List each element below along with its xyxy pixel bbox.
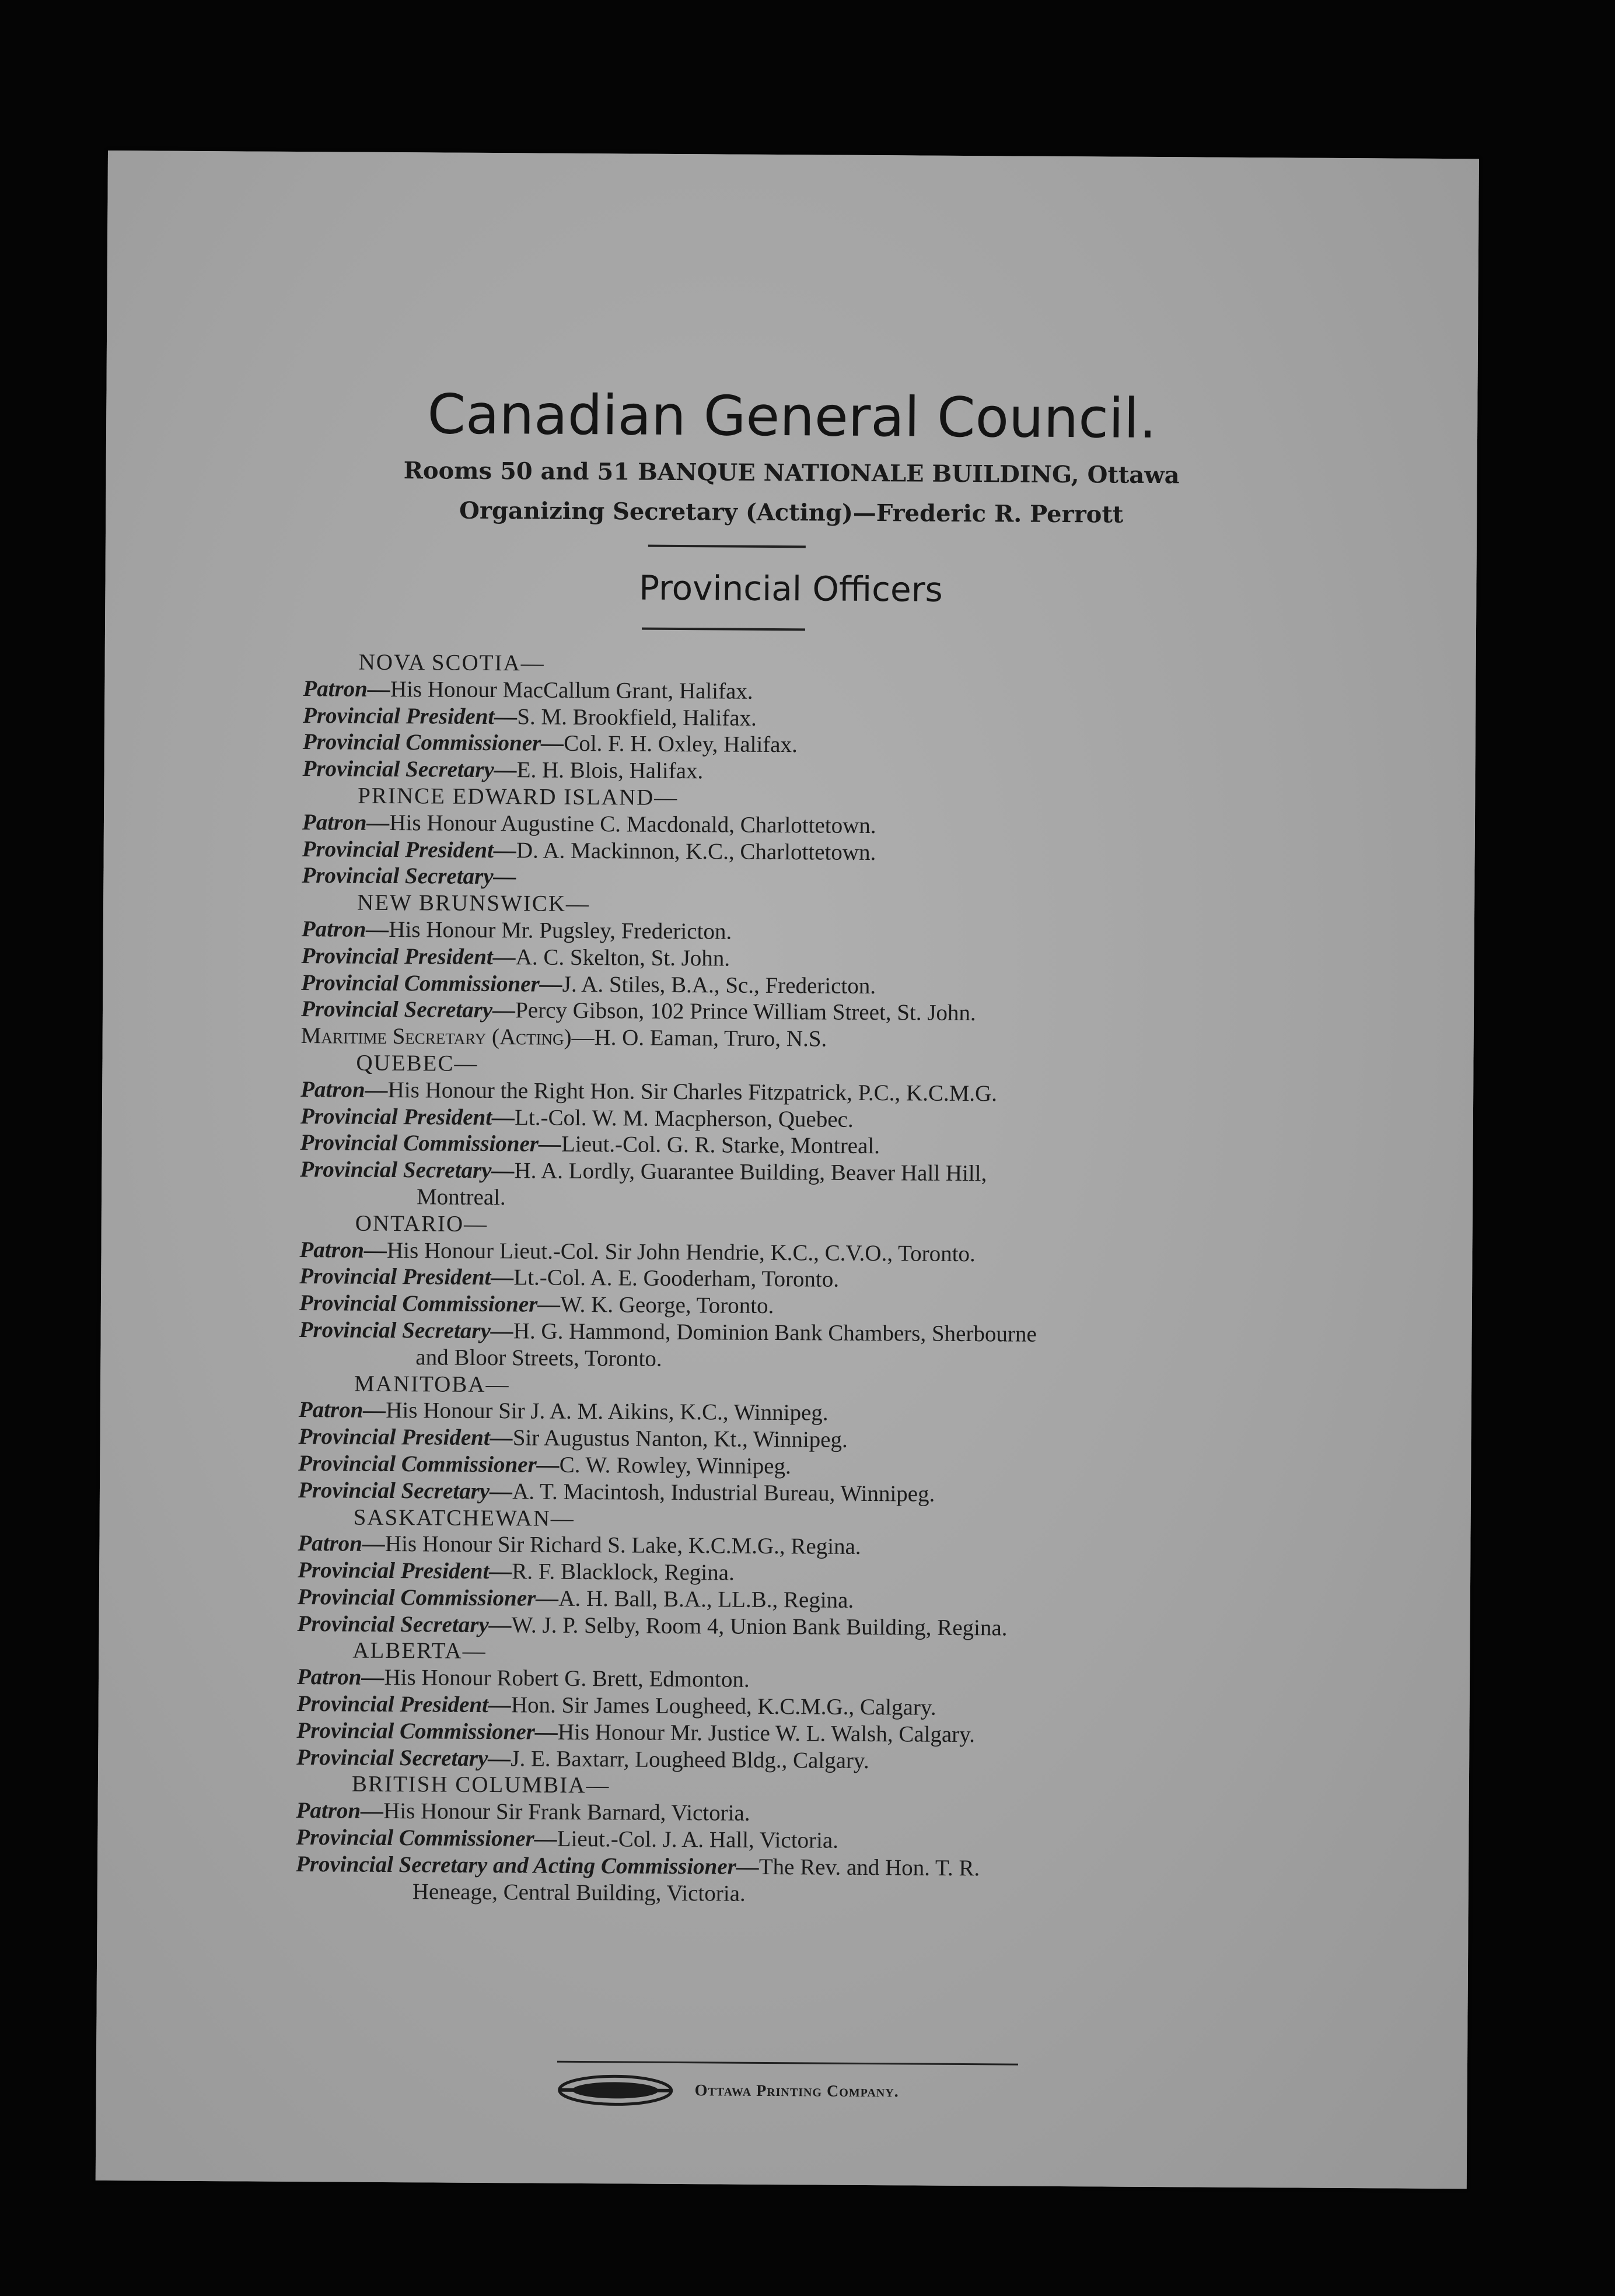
- officer-name: Lt.-Col. W. M. Macpherson, Quebec.: [514, 1104, 854, 1132]
- officer-name: Hon. Sir James Lougheed, K.C.M.G., Calgary.: [511, 1692, 936, 1720]
- officer-role: Provincial President—: [298, 1424, 513, 1451]
- officer-name: W. J. P. Selby, Room 4, Union Bank Building, Regina.: [511, 1612, 1008, 1641]
- officer-name: His Honour MacCallum Grant, Halifax.: [390, 676, 753, 704]
- officer-name: His Honour Mr. Justice W. L. Walsh, Calgary.: [557, 1719, 976, 1748]
- officer-name: Sir Augustus Nanton, Kt., Winnipeg.: [512, 1425, 848, 1452]
- officer-role: Provincial Secretary—: [298, 1477, 513, 1504]
- officer-role: Provincial President—: [301, 943, 516, 970]
- province-heading: NEW BRUNSWICK—: [357, 890, 590, 917]
- province-heading: BRITISH COLUMBIA—: [351, 1772, 610, 1798]
- organizing-secretary: Organizing Secretary (Acting)—Frederic R. Perrott: [459, 496, 1124, 528]
- council-address: Rooms 50 and 51 BANQUE NATIONALE BUILDING, Ottawa: [403, 457, 1180, 489]
- printer-name: Ottawa Printing Company.: [694, 2081, 899, 2101]
- officer-name: Col. F. H. Oxley, Halifax.: [564, 731, 798, 758]
- officer-role: Patron—: [301, 916, 389, 942]
- entry-continuation: Heneage, Central Building, Victoria.: [412, 1878, 746, 1906]
- province-heading: ONTARIO—: [355, 1210, 488, 1237]
- divider-bottom: [642, 628, 805, 631]
- officer-role: Provincial Secretary—: [296, 1744, 511, 1771]
- officer-name: J. A. Stiles, B.A., Sc., Fredericton.: [562, 971, 876, 999]
- officer-name: His Honour the Right Hon. Sir Charles Fitzpatrick, P.C., K.C.M.G.: [387, 1077, 998, 1107]
- province-heading: SASKATCHEWAN—: [353, 1504, 575, 1531]
- entry-continuation: Montreal.: [416, 1184, 506, 1210]
- officer-role: Provincial Commissioner—: [300, 1130, 562, 1157]
- officer-role: Patron—: [299, 1237, 387, 1263]
- officer-role: Maritime Secretary (Acting)—: [300, 1023, 595, 1051]
- officer-role: Patron—: [303, 676, 391, 702]
- officer-role: Provincial Commissioner—: [297, 1584, 559, 1611]
- officer-role: Provincial Secretary and Acting Commissioner—: [295, 1851, 759, 1880]
- officer-name: S. M. Brookfield, Halifax.: [517, 704, 757, 731]
- officer-name: A. C. Skelton, St. John.: [515, 944, 730, 971]
- officer-name: H. G. Hammond, Dominion Bank Chambers, Sherbourne: [513, 1318, 1037, 1347]
- officer-role: Provincial Secretary—: [300, 996, 516, 1023]
- province-heading: NOVA SCOTIA—: [358, 649, 545, 676]
- officer-role: Provincial President—: [302, 702, 518, 729]
- officer-name: R. F. Blacklock, Regina.: [512, 1559, 735, 1586]
- officer-name: His Honour Mr. Pugsley, Fredericton.: [389, 916, 732, 944]
- officer-name: His Honour Augustine C. Macdonald, Charlottetown.: [389, 810, 876, 838]
- officer-name: A. H. Ball, B.A., LL.B., Regina.: [558, 1586, 854, 1613]
- officer-role: Provincial Secretary—: [302, 756, 517, 783]
- officer-name: Lt.-Col. A. E. Gooderham, Toronto.: [513, 1265, 840, 1293]
- officer-role: Patron—: [298, 1397, 386, 1423]
- officer-name: His Honour Sir J. A. M. Aikins, K.C., Winnipeg.: [386, 1398, 829, 1426]
- officer-name: His Honour Sir Frank Barnard, Victoria.: [383, 1798, 750, 1826]
- province-heading: QUEBEC—: [356, 1050, 478, 1076]
- officer-name: His Honour Sir Richard S. Lake, K.C.M.G., Regina.: [384, 1531, 861, 1560]
- officer-name: J. E. Baxtarr, Lougheed Bldg., Calgary.: [511, 1745, 869, 1773]
- officer-role: Provincial Commissioner—: [296, 1825, 557, 1852]
- province-heading: ALBERTA—: [352, 1638, 487, 1664]
- officer-name: H. O. Eaman, Truro, N.S.: [594, 1025, 827, 1052]
- officer-role: Provincial Commissioner—: [302, 729, 564, 757]
- entry-continuation: and Bloor Streets, Toronto.: [415, 1344, 662, 1371]
- officer-role: Provincial President—: [299, 1264, 514, 1290]
- officer-role: Provincial Commissioner—: [296, 1717, 558, 1745]
- divider-top: [648, 545, 806, 548]
- officer-role: Provincial President—: [298, 1558, 512, 1584]
- officer-role: Patron—: [296, 1664, 384, 1690]
- province-heading: MANITOBA—: [354, 1371, 510, 1397]
- officer-name: W. K. George, Toronto.: [560, 1292, 774, 1319]
- officer-name: D. A. Mackinnon, K.C., Charlottetown.: [516, 837, 876, 865]
- officer-listing: [296, 649, 1447, 1911]
- officer-name: H. A. Lordly, Guarantee Building, Beaver Hall Hill,: [514, 1158, 987, 1186]
- officer-role: Patron—: [300, 1076, 388, 1102]
- document-page: [96, 150, 1479, 2189]
- page-title: Canadian General Council.: [427, 383, 1157, 451]
- officer-name: Percy Gibson, 102 Prince William Street, St. John.: [515, 998, 976, 1026]
- officer-name: A. T. Macintosh, Industrial Bureau, Winnipeg.: [512, 1478, 935, 1507]
- officer-role: Provincial Secretary—: [299, 1317, 513, 1344]
- officer-role: Provincial President—: [300, 1103, 515, 1130]
- officer-role: Provincial Commissioner—: [298, 1450, 560, 1478]
- officer-role: Provincial Secretary—: [297, 1611, 512, 1637]
- officer-name: The Rev. and Hon. T. R.: [758, 1854, 980, 1881]
- officer-name: His Honour Robert G. Brett, Edmonton.: [384, 1665, 750, 1693]
- officer-role: Provincial Secretary—: [300, 1157, 515, 1184]
- officer-name: Lieut.-Col. J. A. Hall, Victoria.: [557, 1826, 839, 1853]
- province-heading: PRINCE EDWARD ISLAND—: [358, 783, 679, 810]
- printer-logo-icon: [557, 2074, 674, 2107]
- officer-role: Patron—: [296, 1798, 384, 1824]
- section-title: Provincial Officers: [638, 568, 943, 610]
- printer-imprint: [557, 2074, 899, 2109]
- officer-name: E. H. Blois, Halifax.: [516, 757, 704, 784]
- officer-name: C. W. Rowley, Winnipeg.: [559, 1452, 791, 1479]
- officer-name: Lieut.-Col. G. R. Starke, Montreal.: [561, 1132, 880, 1159]
- officer-role: Provincial Commissioner—: [301, 970, 562, 997]
- officer-name: His Honour Lieut.-Col. Sir John Hendrie, K.C., C.V.O., Toronto.: [386, 1237, 976, 1266]
- officer-role: Provincial Commissioner—: [299, 1290, 561, 1317]
- officer-role: Provincial President—: [296, 1691, 512, 1718]
- footer-rule: [557, 2061, 1018, 2066]
- officer-role: Patron—: [302, 809, 390, 835]
- officer-role: Provincial President—: [302, 836, 517, 863]
- officer-role: Provincial Secretary—: [302, 863, 516, 890]
- officer-role: Patron—: [298, 1531, 386, 1557]
